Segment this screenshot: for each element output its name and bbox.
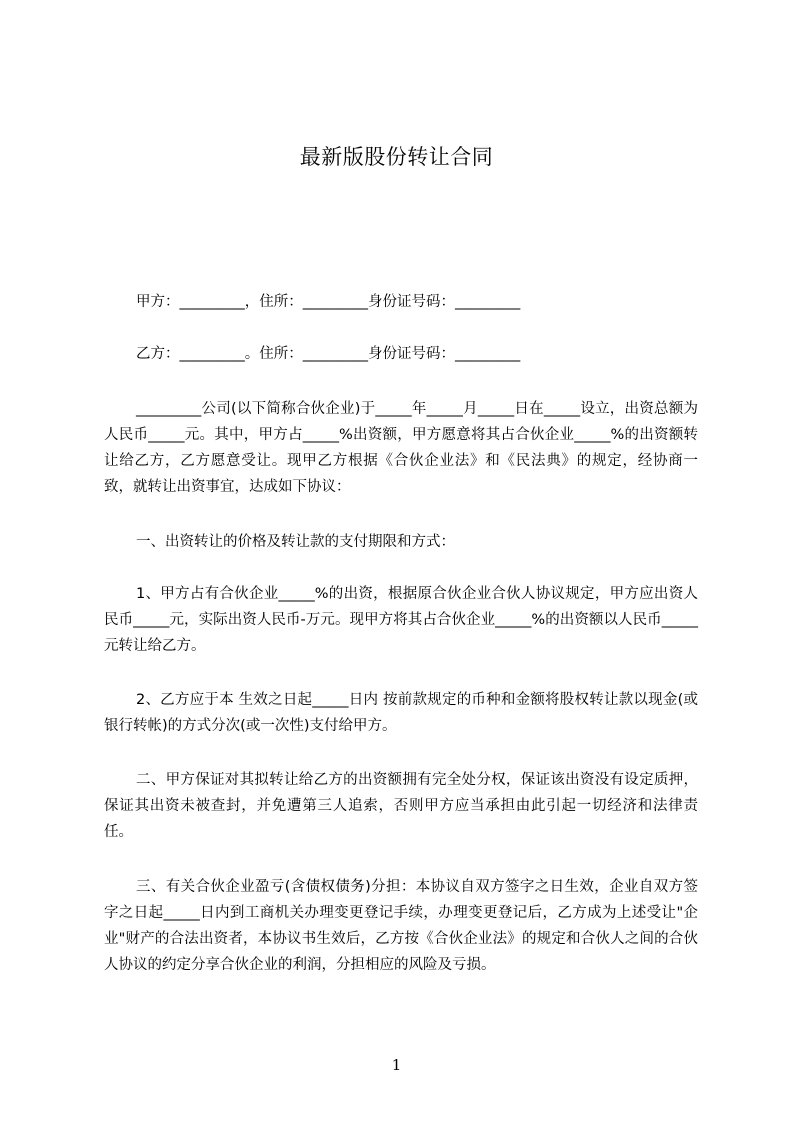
section-one-heading: 一、出资转让的价格及转让款的支付期限和方式： — [136, 534, 455, 550]
party-a-line: 甲方：_________，住所：_________身份证号码：_________ — [136, 294, 521, 310]
document-title: 最新版股份转让合同 — [299, 145, 494, 169]
party-b-line: 乙方：_________。住所：_________身份证号码：_________ — [136, 346, 521, 362]
intro-paragraph: _________公司(以下简称合伙企业)于_____年_____月_____日在_____设立，出资总额为人民币_____元。其中，甲方占_____%出资额，甲方愿意将其占合伙企业_____%的出资额转让给乙方，乙方愿意受让。现甲乙方根据《合伙企业法》和《民法典》的规定，经协商一致，就转让出资事宜，达成如下协议： — [104, 401, 698, 495]
clause-1-paragraph: 1、甲方占有合伙企业_____%的出资，根据原合伙企业合伙人协议规定，甲方应出资人民币_____元，实际出资人民币-万元。现甲方将其占合伙企业_____%的出资额以人民币_____元转让给乙方。 — [104, 586, 698, 654]
page-number: 1 — [391, 1056, 402, 1074]
section-two-paragraph: 二、甲方保证对其拟转让给乙方的出资额拥有完全处分权，保证该出资没有设定质押，保证其出资未被查封，并免遭第三人追索，否则甲方应当承担由此引起一切经济和法律责任。 — [104, 772, 698, 840]
clause-2-paragraph: 2、乙方应于本 生效之日起_____日内 按前款规定的币种和金额将股权转让款以现金(或银行转帐)的方式分次(或一次性)支付给甲方。 — [104, 692, 698, 734]
section-three-paragraph: 三、有关合伙企业盈亏(含债权债务)分担：本协议自双方签字之日生效，企业自双方签字之日起_____日内到工商机关办理变更登记手续，办理变更登记后，乙方成为上述受让"企业"财产的合法出资者，本协议书生效后，乙方按《合伙企业法》的规定和合伙人之间的合伙人协议的约定分享合伙企业的利润，分担相应的风险及亏损。 — [104, 879, 698, 973]
